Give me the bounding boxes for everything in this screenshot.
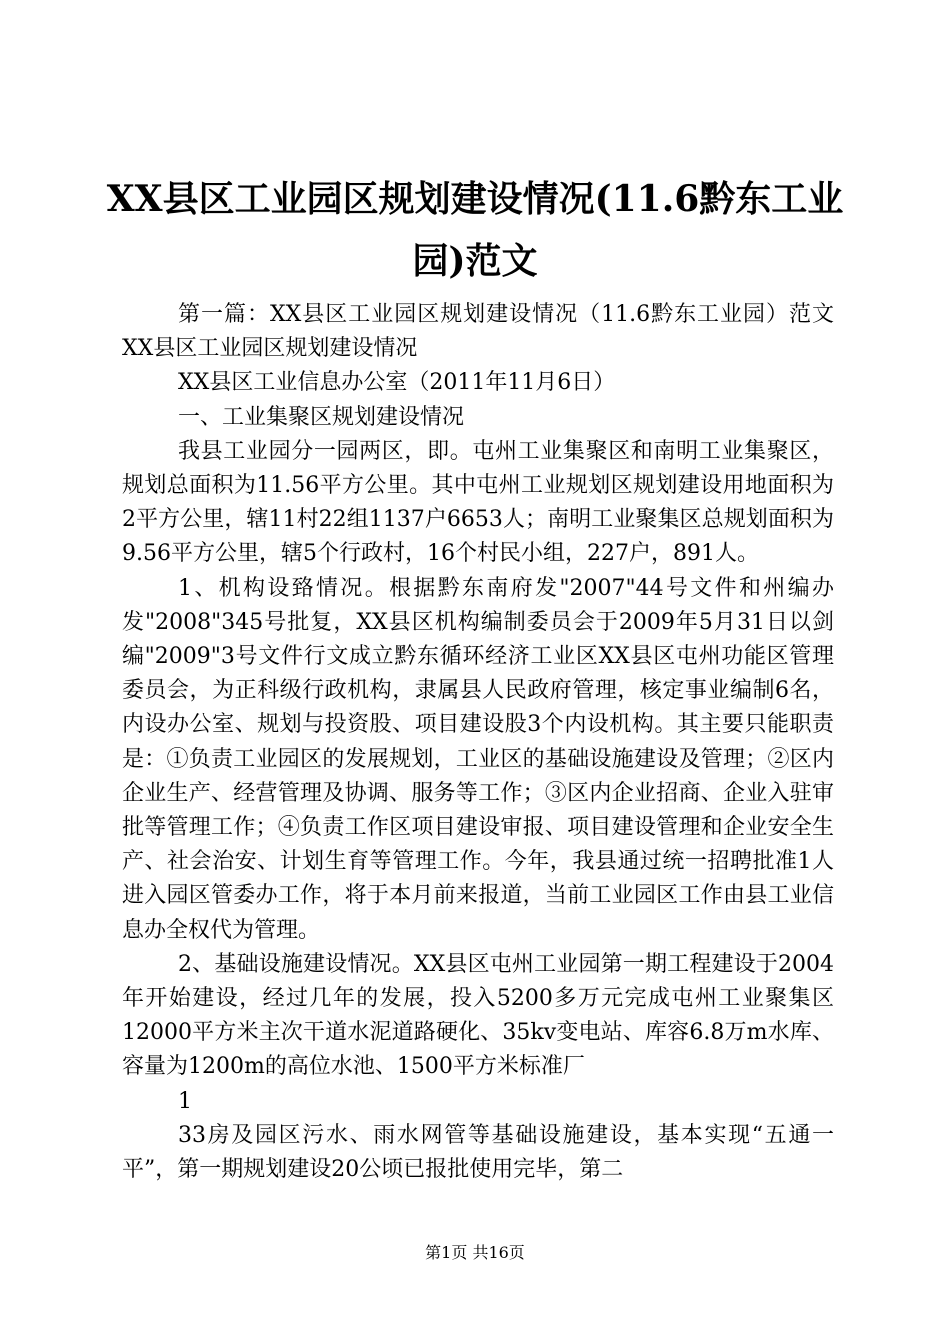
section-heading-1: 一、工业集聚区规划建设情况 (178, 404, 465, 430)
paragraph-intro: 第一篇：XX县区工业园区规划建设情况（11.6黔东工业园）范文XX县区工业园区规划建设情况 (122, 302, 834, 362)
paragraph-office-date: XX县区工业信息办公室（2011年11月6日） (178, 370, 616, 396)
paragraph-infrastructure: 2、基础设施建设情况。XX县区屯州工业园第一期工程建设于2004年开始建设，经过几年的发展，投入5200多万元完成屯州工业聚集区12000平方米主次干道水泥道路硬化、35kv变电站、库容6.8万m水库、容量为1200m的高位水池、1500平方米标准厂 (122, 951, 834, 1080)
document-body (122, 298, 834, 1187)
paragraph-continuation: 33房及园区污水、雨水网管等基础设施建设，基本实现“五通一平”，第一期规划建设20公顷已报批使用完毕，第二 (122, 1122, 834, 1183)
title-line-2: 园)范文 (412, 240, 538, 282)
inline-page-marker: 1 (178, 1088, 192, 1114)
paragraph-institution: 1、机构设臵情况。根据黔东南府发"2007"44号文件和州编办发"2008"345号批复，XX县区机构编制委员会于2009年5月31日以剑编"2009"3号文件行文成立黔东循环经济工业区XX县区屯州功能区管理委员会，为正科级行政机构，隶属县人民政府管理，核定事业编制6名，内设办公室、规划与投资股、项目建设股3个内设机构。其主要只能职责是：①负责工业园区的发展规划，工业区的基础设施建设及管理；②区内企业生产、经营管理及协调、服务等工作；③区内企业招商、企业入驻审批等管理工作；④负责工作区项目建设审报、项目建设管理和企业安全生产、社会治安、计划生育等管理工作。今年，我县通过统一招聘批准1人进入园区管委办工作，将于本月前来报道，当前工业园区工作由县工业信息办全权代为管理。 (122, 575, 834, 943)
page-footer: 第1页 共16页 (425, 1243, 525, 1262)
document-title (100, 168, 850, 292)
paragraph-overview: 我县工业园分一园两区，即。屯州工业集聚区和南明工业集聚区，规划总面积为11.56平方公里。其中屯州工业规划区规划建设用地面积为2平方公里，辖11村22组1137户6653人；南明工业聚集区总规划面积为9.56平方公里，辖5个行政村，16个村民小组，227户，891人。 (122, 438, 834, 567)
title-line-1: XX县区工业园区规划建设情况(11.6黔东工业 (106, 178, 844, 220)
